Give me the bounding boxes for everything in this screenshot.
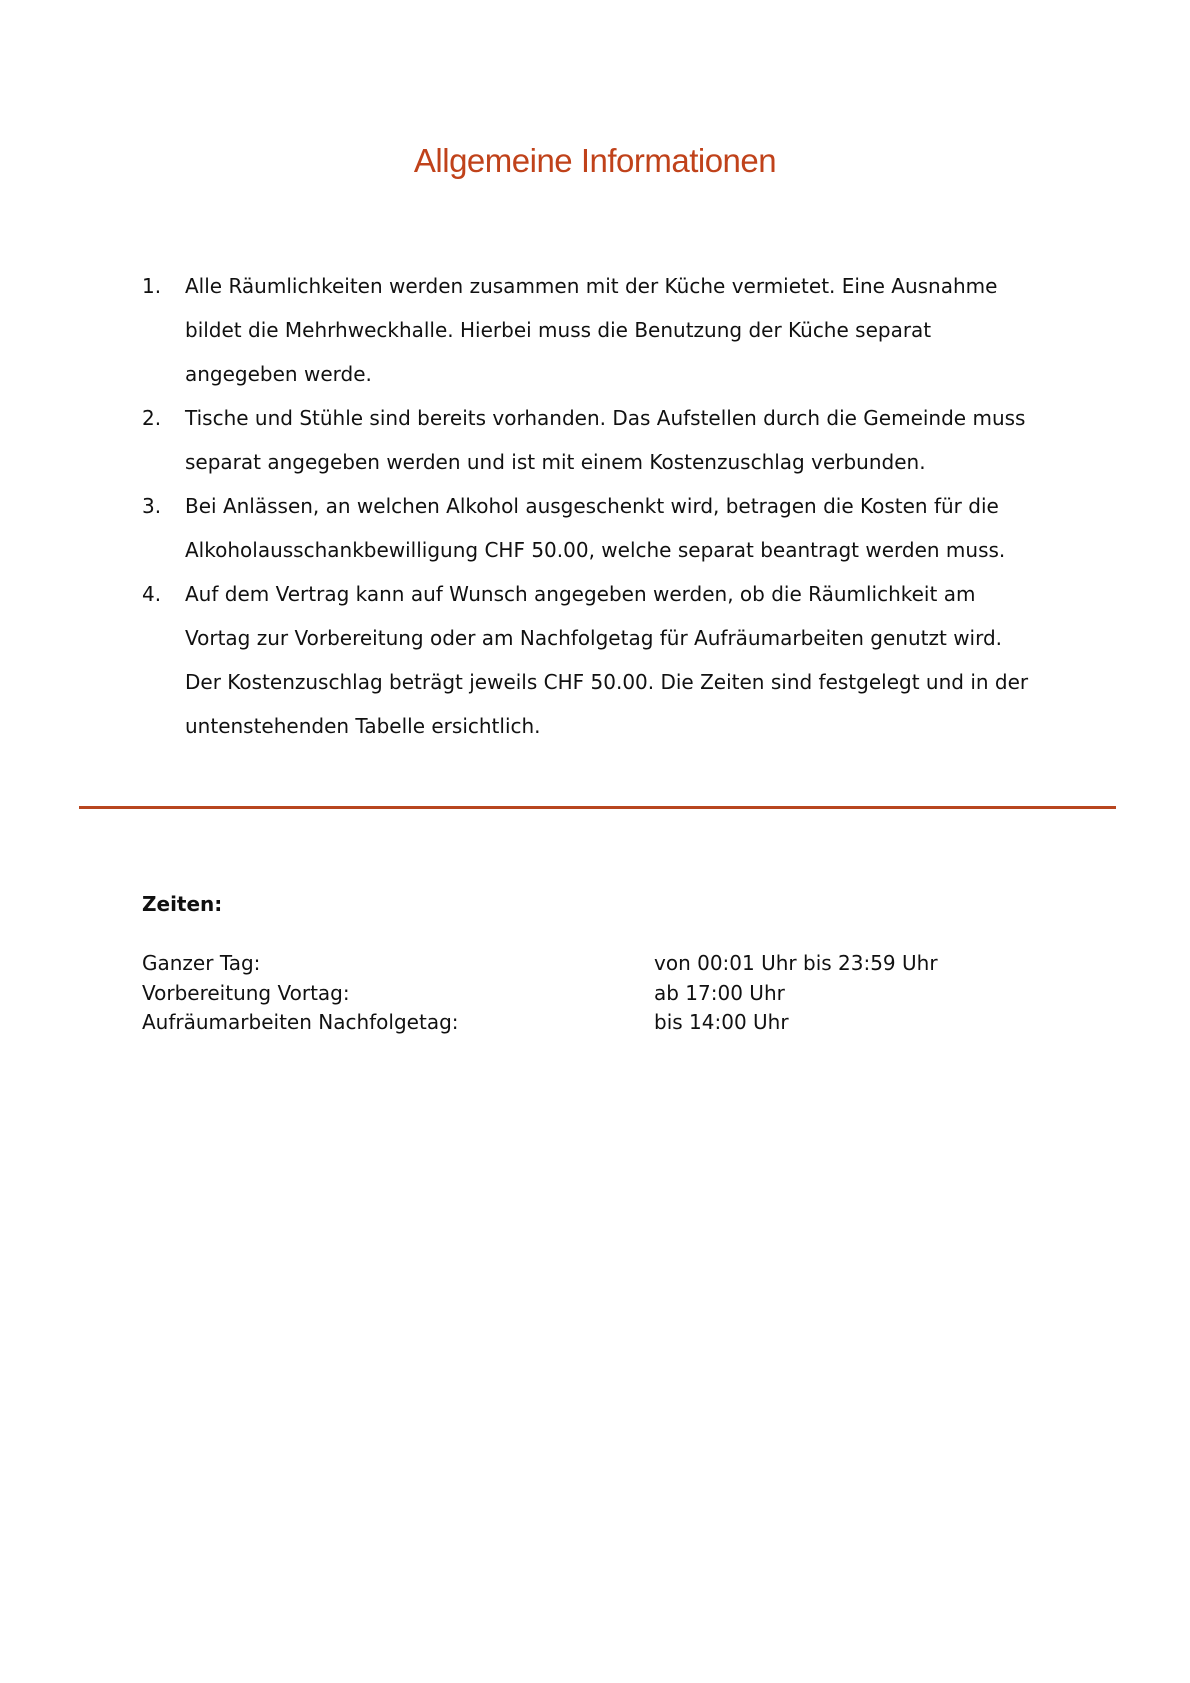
times-label: Vorbereitung Vortag:	[142, 980, 350, 1005]
times-value: ab 17:00 Uhr	[654, 980, 785, 1005]
list-item-line: Alkoholausschankbewilligung CHF 50.00, welche separat beantragt werden muss.	[185, 538, 1006, 562]
list-item-line: Bei Anlässen, an welchen Alkohol ausgeschenkt wird, betragen die Kosten für die	[185, 494, 999, 518]
info-list	[142, 264, 1062, 748]
list-item-line: separat angegeben werden und ist mit einem Kostenzuschlag verbunden.	[185, 450, 926, 474]
list-item-number: 4.	[142, 582, 162, 606]
times-heading: Zeiten:	[142, 892, 223, 916]
list-item-line: angegeben werde.	[185, 362, 372, 386]
list-item-number: 1.	[142, 274, 162, 298]
list-item-line: Auf dem Vertrag kann auf Wunsch angegeben werden, ob die Räumlichkeit am	[185, 582, 976, 606]
list-item-line: Alle Räumlichkeiten werden zusammen mit der Küche vermietet. Eine Ausnahme	[185, 274, 998, 298]
times-table	[142, 949, 1042, 1038]
times-label: Aufräumarbeiten Nachfolgetag:	[142, 1010, 459, 1034]
list-item-number: 3.	[142, 494, 162, 518]
times-label: Ganzer Tag:	[142, 951, 261, 975]
list-item	[142, 264, 1062, 396]
list-item-line: bildet die Mehrhweckhalle. Hierbei muss die Benutzung der Küche separat	[185, 318, 932, 342]
list-item-line: Der Kostenzuschlag beträgt jeweils CHF 50.00. Die Zeiten sind festgelegt und in der	[185, 670, 1029, 694]
list-item-line: untenstehenden Tabelle ersichtlich.	[185, 714, 541, 738]
times-row	[142, 949, 1042, 979]
times-value: von 00:01 Uhr bis 23:59 Uhr	[654, 951, 938, 975]
list-item	[142, 484, 1062, 572]
times-row	[142, 1008, 1042, 1038]
list-item-line: Vortag zur Vorbereitung oder am Nachfolgetag für Aufräumarbeiten genutzt wird.	[185, 626, 1003, 650]
section-divider	[79, 806, 1116, 809]
list-item	[142, 396, 1062, 484]
list-item	[142, 572, 1062, 748]
page-title: Allgemeine Informationen	[413, 142, 777, 179]
times-row	[142, 979, 1042, 1009]
times-value: bis 14:00 Uhr	[654, 1010, 789, 1034]
list-item-number: 2.	[142, 406, 162, 430]
list-item-line: Tische und Stühle sind bereits vorhanden. Das Aufstellen durch die Gemeinde muss	[185, 406, 1026, 430]
